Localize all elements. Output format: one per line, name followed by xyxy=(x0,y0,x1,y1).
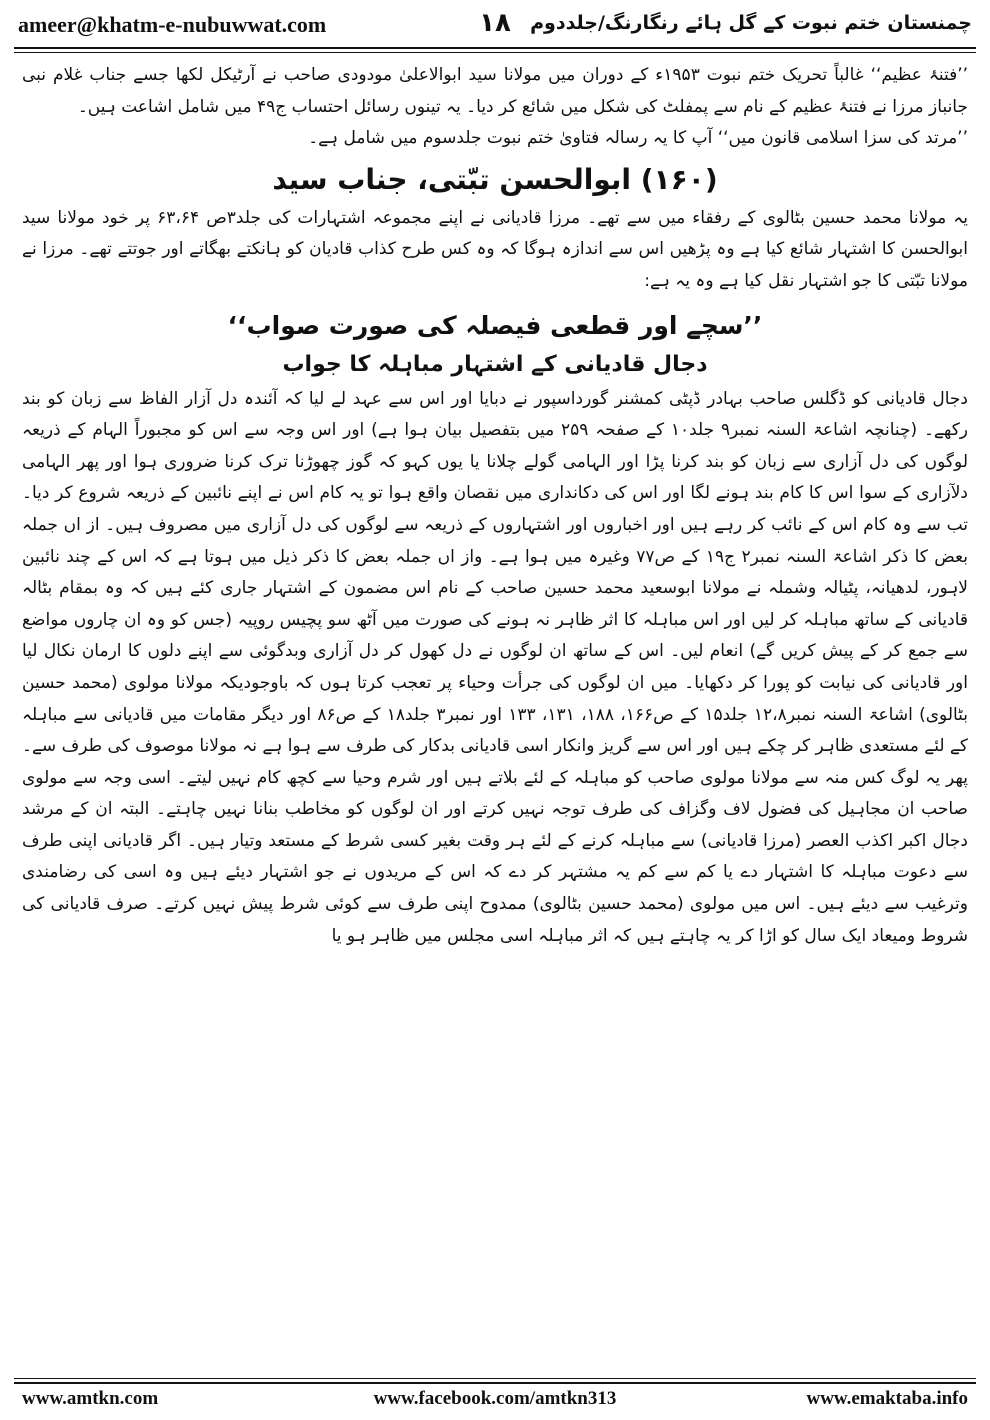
intro-paragraph-2: ’’مرتد کی سزا اسلامی قانون میں‘‘ آپ کا یہ رسالہ فتاویٰ ختم نبوت جلدسوم میں شامل ہے۔ xyxy=(308,128,968,149)
footer-rule-thin xyxy=(14,1378,976,1379)
footer-link-facebook[interactable]: www.facebook.com/amtkn313 xyxy=(373,1388,617,1409)
page-footer xyxy=(14,1388,976,1414)
page-number: ۱۸ xyxy=(479,8,511,38)
book-title: چمنستان ختم نبوت کے گل ہائے رنگارنگ/جلددوم xyxy=(530,12,972,34)
header-rule-thick xyxy=(14,47,976,49)
footer-rule-thick xyxy=(14,1382,976,1384)
page-body xyxy=(22,60,968,1370)
section-heading: (۱۶۰) ابوالحسن تبّتی، جناب سید xyxy=(272,162,718,196)
footer-link-amtkn[interactable]: www.amtkn.com xyxy=(22,1388,159,1409)
quote-heading: ’’سچے اور قطعی فیصلہ کی صورت صواب‘‘ xyxy=(227,310,763,340)
body-paragraph: دجال قادیانی کو ڈگلس صاحب بہادر ڈپٹی کمشنر گورداسپور نے دبایا اور اس سے عہد لے لیا کہ آئندہ دل آزار الفاظ سے زبان کو بند رکھے۔ (چنانچہ اشاعۃ السنہ نمبر۹ جلد۱۰ کے صفحہ ۲۵۹ میں بتفصیل بیان ہوا ہے) اور اس وجہ سے اس کو مجبوراً الہام کے ذریعہ لوگوں کی دل آزاری سے زبان کو بند کرنا پڑا اور الہامی گولے چلانا یا یوں کہو کہ گوز چھوڑنا ترک کرنا ضروری ہوا اور پھر الہامی دلآزاری کے سوا اس کا کام بند ہونے لگا اور اس کی دکانداری میں نقصان واقع ہوا تو یہ کام اس نے اپنے نائبین کے ذریعہ شروع کر دیا۔ تب سے وہ کام اس کے نائب کر رہے ہیں اور اخباروں اور اشتہاروں کے ذریعہ سے لوگوں کی دل آزاری میں مصروف ہیں۔ از اں جملہ بعض کا ذکر اشاعۃ السنہ نمبر۲ ج۱۹ کے ص۷۷ وغیرہ میں ہوا ہے۔ واز اں جملہ بعض کا ذکر ذیل میں ہوتا ہے کہ اس کے چند نائبین لاہور، لدھیانہ، پٹیالہ وشملہ نے مولانا ابوسعید محمد حسین صاحب کے نام اس مضمون کے اشتہار جاری کئے ہیں کہ وہ بمقام بٹالہ قادیانی کے ساتھ مباہلہ کر لیں اور اس مباہلہ کا اثر ظاہر نہ ہونے کی صورت میں آٹھ سو پچیس روپیہ (جس کو وہ ان چاروں مواضع سے جمع کر کے پیش کریں گے) انعام لیں۔ اس کے ساتھ ان لوگوں نے دل کھول کر دل آزاری وبدگوئی سے اپنے دلوں کا ارمان نکال لیا اور قادیانی کی نیابت کو پورا کر دکھایا۔ میں ان لوگوں کی جرأت وحیاء پر تعجب کرتا ہوں کہ باوجودیکہ مولانا مولوی (محمد حسین بٹالوی) اشاعۃ السنہ نمبر۱۲،۸ جلد۱۵ کے ص۱۶۶، ۱۸۸، ۱۳۱، ۱۳۳ اور نمبر۳ جلد۱۸ کے ص۸۶ اور دیگر مقامات میں قادیانی سے مباہلہ کے لئے مستعدی ظاہر کر چکے ہیں اور اس سے گریز وانکار اسی قادیانی بدکار کی طرف سے ہوا ہے نہ مولانا موصوف کی طرف سے۔ پھر یہ لوگ کس منہ سے مولانا مولوی صاحب کو مباہلہ کے لئے بلاتے ہیں اور شرم وحیا سے کچھ کام نہیں لیتے۔ اسی وجہ سے مولوی صاحب ان مجاہیل کی فضول لاف وگزاف کی طرف توجہ نہیں کرتے اور ان لوگوں کو مخاطب بنانا نہیں چاہتے۔ البتہ ان کے مرشد دجال اکبر اکذب العصر (مرزا قادیانی) سے مباہلہ کرنے کے لئے ہر وقت بغیر کسی شرط کے مستعد وتیار ہیں۔ اگر قادیانی اپنی طرف سے دعوت مباہلہ کا اشتہار دے یا کم سے کم یہ مشتہر کر دے کہ اس کے مریدوں نے جو اشتہار دیئے ہیں وہ اسی کی رضامندی وترغیب سے دیئے ہیں۔ اس میں مولوی (محمد حسین بٹالوی) ممدوح اپنی طرف سے کوئی شرط پیش نہیں کرتے۔ صرف قادیانی کی شروط ومیعاد ایک سال کو اڑا کر یہ چاہتے ہیں کہ اثر مباہلہ اسی مجلس میں ظاہر ہو یا xyxy=(22,388,968,946)
section-paragraph: یہ مولانا محمد حسین بٹالوی کے رفقاء میں سے تھے۔ مرزا قادیانی نے اپنے مجموعہ اشتہارات کی جلد۳ص ۶۳،۶۴ پر خود مولانا سید ابوالحسن کا اشتہار شائع کیا ہے وہ پڑھیں اس سے اندازہ ہوگا کہ وہ کس طرح کذاب قادیان کو ہانکتے بھگاتے اور جوتتے تھے۔ مرزا نے مولانا تبّتی کا جو اشتہار نقل کیا ہے وہ یہ ہے: xyxy=(22,207,968,291)
intro-paragraph-1: ’’فتنۂ عظیم‘‘ غالباً تحریک ختم نبوت ۱۹۵۳ء کے دوران میں مولانا سید ابوالاعلیٰ مودودی صاحب نے آرٹیکل لکھا جسے جناب غلام نبی جانباز مرزا نے فتنۂ عظیم کے نام سے پمفلٹ کی شکل میں شائع کر دیا۔ یہ تینوں رسائل احتساب ج۴۹ میں شامل اشاعت ہیں۔ xyxy=(22,65,968,117)
quote-subheading: دجال قادیانی کے اشتہار مباہلہ کا جواب xyxy=(282,351,708,377)
footer-link-emaktaba[interactable]: www.emaktaba.info xyxy=(806,1388,968,1409)
page-header xyxy=(14,6,976,44)
header-rule-thin xyxy=(14,52,976,53)
header-email: ameer@khatm-e-nubuwwat.com xyxy=(18,12,327,37)
